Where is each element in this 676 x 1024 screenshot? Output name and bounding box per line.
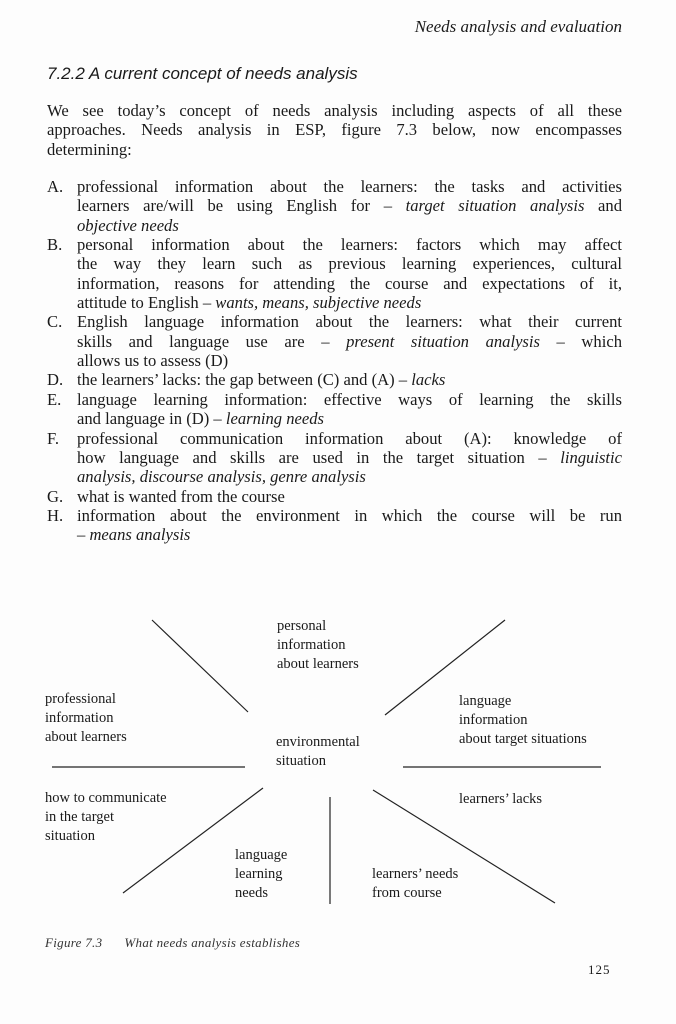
text-run: professional communication information about (A): knowledge of — [77, 428, 622, 448]
page-number: 125 — [588, 962, 611, 977]
diagram-label-line: information — [277, 637, 346, 653]
label-learners-lacks — [459, 790, 542, 809]
italic-term: linguistic — [560, 447, 622, 467]
text-run: professional information about the learners: the tasks and activities — [77, 177, 622, 197]
text-run: information, reasons for attending the course and expectations of it, — [77, 273, 622, 293]
diagram-label-line: information — [459, 712, 528, 728]
diagram-label-line: language — [459, 693, 512, 709]
list-item-letter: C. — [47, 312, 63, 332]
list-item-letter: D. — [47, 370, 64, 390]
text-run: attitude to English – — [77, 293, 216, 313]
diagram-label-line: about target situations — [459, 731, 587, 747]
list-item-letter: E. — [47, 389, 62, 409]
text-run: information about the environment in which the course will be run — [77, 505, 622, 525]
label-learners-needs-from-course — [372, 865, 458, 903]
label-language-learning-needs — [235, 846, 287, 903]
text-run: the learners’ lacks: the gap between (C) and (A) – — [77, 370, 412, 390]
italic-term: target situation analysis — [405, 196, 585, 216]
diagram-label-line: learning — [235, 866, 283, 882]
diagram-label-line: language — [235, 847, 288, 863]
italic-term: analysis, discourse analysis, genre analysis — [77, 467, 366, 487]
text-run: and language in (D) – — [77, 409, 226, 429]
diagram-label-line: situation — [45, 828, 95, 844]
diagram-label-line: learners’ needs — [372, 866, 459, 882]
italic-term: means analysis — [89, 525, 191, 545]
section-heading: 7.2.2 A current concept of needs analysis — [47, 64, 358, 83]
italic-term: lacks — [411, 370, 446, 390]
diagram-label-line: about learners — [277, 656, 359, 672]
diagram-label-line: professional — [45, 691, 116, 707]
text-run: – which — [539, 331, 622, 351]
diagram-label-line: personal — [277, 618, 327, 634]
text-run: – — [77, 525, 90, 545]
text-run: approaches. Needs analysis in ESP, figure 7.3 below, now encompasses — [47, 120, 622, 140]
diagram-label-line: from course — [372, 885, 442, 901]
text-run: skills and language use are – — [77, 331, 347, 351]
italic-term: present situation analysis — [346, 331, 540, 351]
figure-caption — [45, 935, 300, 951]
label-how-to-communicate — [45, 789, 167, 846]
label-professional-information — [45, 690, 127, 747]
text-run: determining: — [47, 139, 132, 159]
diagram-label-line: situation — [276, 753, 326, 769]
text-run: English language information about the learners: what their current — [77, 312, 622, 332]
line-top-left — [152, 620, 248, 712]
text-run: language learning information: effective ways of learning the skills — [77, 389, 622, 409]
list-item-letter: B. — [47, 235, 63, 255]
diagram-label-line: environmental — [276, 734, 360, 750]
list-item-letter: H. — [47, 505, 64, 525]
text-run: allows us to assess (D) — [77, 351, 229, 371]
text-run: what is wanted from the course — [77, 486, 285, 506]
text-run: the way they learn such as previous learning experiences, cultural — [77, 254, 622, 274]
list-item-letter: G. — [47, 486, 64, 506]
label-environmental-situation — [276, 733, 360, 771]
list-item-letter: A. — [47, 177, 64, 197]
diagram-label-line: needs — [235, 885, 269, 901]
text-run: learners are/will be using English for – — [77, 196, 406, 216]
diagram-label-line: how to communicate — [45, 790, 167, 806]
label-personal-information — [277, 617, 359, 674]
figure-title: What needs analysis establishes — [124, 935, 301, 950]
text-run: how language and skills are used in the target situation – — [77, 447, 561, 467]
running-head: Needs analysis and evaluation — [414, 17, 622, 36]
diagram-label-line: information — [45, 710, 114, 726]
figure-label: Figure 7.3 — [45, 935, 103, 950]
diagram-label-line: about learners — [45, 729, 127, 745]
italic-term: objective needs — [77, 215, 179, 235]
text-run: and — [584, 196, 623, 216]
diagram-label-line: in the target — [45, 809, 114, 825]
label-language-information — [459, 692, 587, 749]
italic-term: learning needs — [225, 409, 325, 429]
text-run: We see today’s concept of needs analysis including aspects of all these — [47, 101, 622, 120]
list-item-letter: F. — [47, 428, 60, 448]
diagram-label-line: learners’ lacks — [459, 791, 543, 807]
italic-term: wants, means, subjective needs — [215, 293, 422, 313]
text-run: personal information about the learners: factors which may affect — [77, 235, 622, 255]
